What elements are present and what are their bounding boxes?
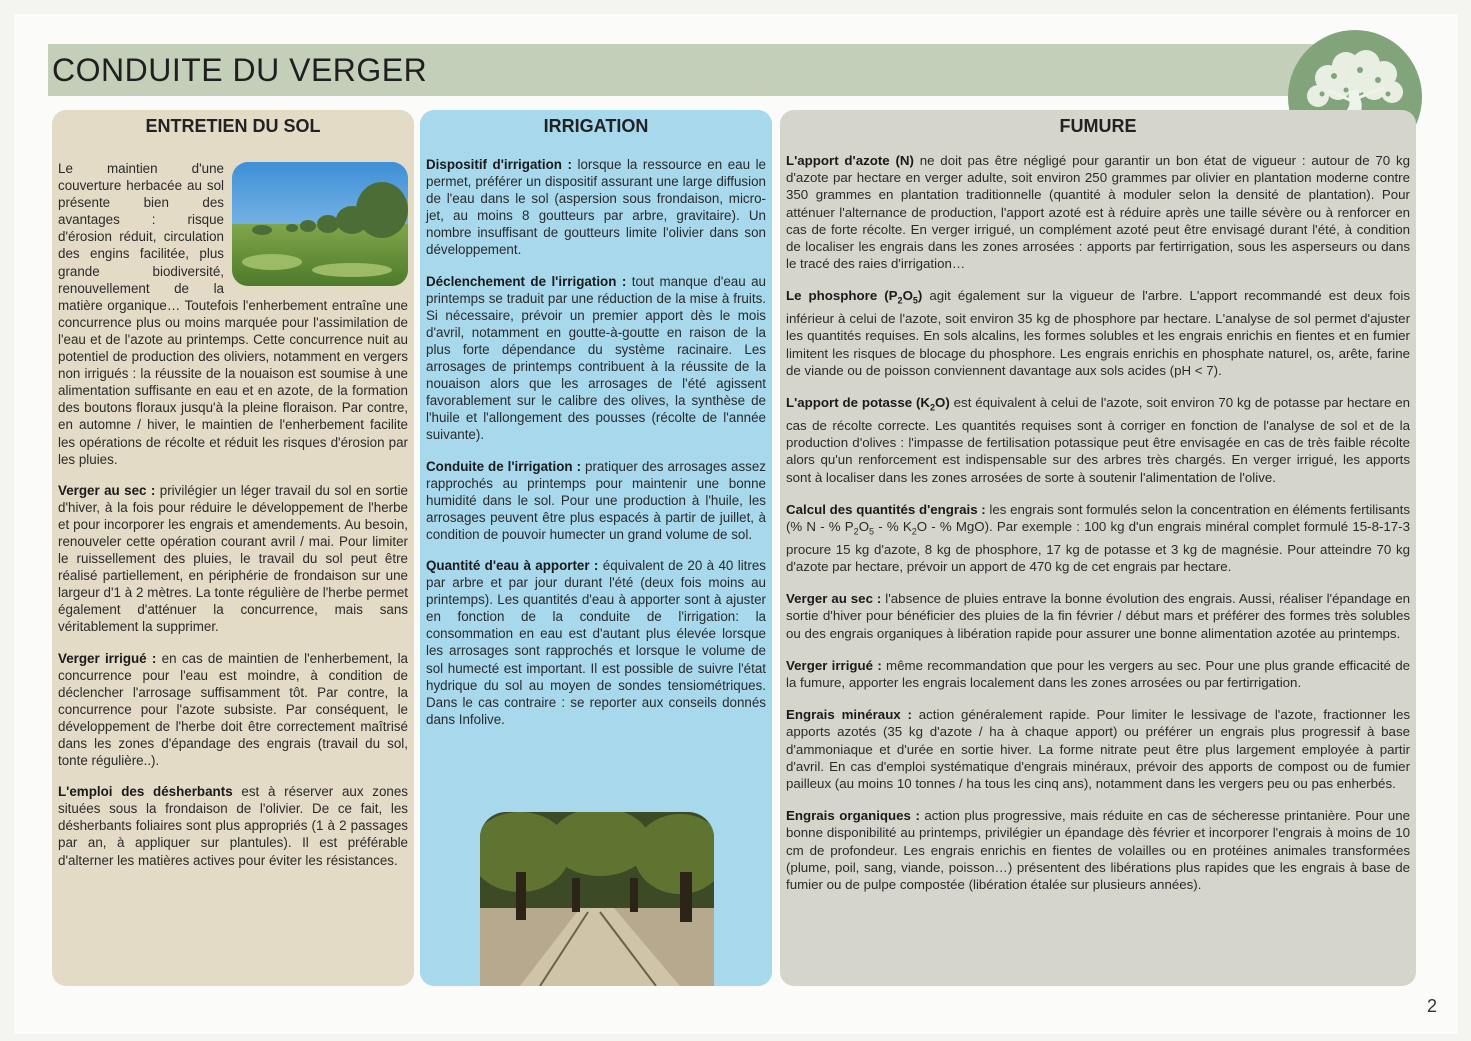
nitrogen-paragraph xyxy=(786,152,1410,272)
irrigation-trigger-paragraph xyxy=(426,273,766,444)
fert-irrigated-orchard-body: même recommandation que pour les vergers au sec. Pour une plus grande efficacité de la fumure, apporter les engrais localement dans les zones arrosées ou par fertirrigation. xyxy=(786,657,1411,691)
heading-soil-maintenance: ENTRETIEN DU SOL xyxy=(145,116,321,136)
potash-lead: L'apport de potasse $(K_2O)$ xyxy=(786,395,950,413)
soil-irrigated-orchard-body: en cas de maintien de l'enherbement, la concurrence pour l'eau est moindre, à condition de déclencher l'arrosage suffisamment tôt. Par contre, la concurrence pour l'azote subsiste. Par conséquent, le développement de l'herbe doit être correctement maîtrisé dans les zones d'épandage des engrais (travail du sol, tonte régulière..). xyxy=(58,650,409,769)
mineral-fertilizer-body: action généralement rapide. Pour limiter le lessivage de l'azote, fractionner les apports azotés (35 kg d'azote / ha à chaque apport) ou préférer un engrais plus progressif à base d'ammoniaque et d'urée en sortie hiver. La forme nitrate peut être plus largement employée à partir d'avril. En cas d'emploi systématique d'engrais minéraux, prévoir des apports de compost ou de fumier pailleux (au moins 10 tonnes / ha tous les cinq ans), notamment dans les vergers peu ou pas enherbés. xyxy=(786,707,1410,792)
organic-fertilizer-body: action plus progressive, mais réduite en cas de sécheresse printanière. Pour une bonne disponibilité au printemps, privilégier un épandage dès février et incorporer l'engrais à moins de 10 cm de profondeur. Les engrais enrichis en fientes de volailles ou en protéines animales transformées (plume, poil, sang, viande, poisson…) présentent des libérations plus rapides que les engrais à base de fumier ou de pulpe compostée (libération étalée sur plusieurs années). xyxy=(786,808,1410,893)
nitrogen-lead: L'apport d'azote (N) xyxy=(786,153,914,168)
phosphorus-lead: Le phosphore $(P_2O_5)$ xyxy=(786,288,923,307)
column-fertilization xyxy=(780,110,1416,986)
soil-irrigated-orchard-lead: Verger irrigué : xyxy=(58,650,157,666)
soil-herbicide-paragraph xyxy=(58,783,408,868)
soil-maintenance-text xyxy=(58,160,408,883)
phosphorus-paragraph xyxy=(786,287,1410,379)
fert-dry-orchard-lead: Verger au sec : xyxy=(786,591,882,607)
column-soil-maintenance xyxy=(52,110,414,986)
potash-body: est équivalent à celui de l'azote, soit environ 70 kg de potasse par hectare en cas de récolte correcte. Les quantités requises sont à corriger en fonction de l'analyse de sol et de la production d'olives : l'impasse de fertilisation potassique peut être envisagée en cas de très faible récolte alors qu'un renforcement est indispensable sur des arbres très chargés. En verger irrigué, les apports sont à localiser dans les zones arrosées de sorte à soutenir l'alimentation de l'olive. xyxy=(786,395,1410,485)
page-number: 2 xyxy=(1426,996,1437,1016)
irrigation-device-paragraph xyxy=(426,156,766,259)
column-irrigation xyxy=(420,110,772,986)
soil-intro-paragraph: Le maintien d'une couverture herbacée au sol présente bien des avantages : risque d'érosion réduit, circulation des engins facilitée, plus grande biodiversité, renouvellement de la matière organique… Toutefois l'enherbement entraîne une concurrence plus ou moins marquée pour l'assimilation de l'eau et de l'azote au printemps. Cette concurrence nuit au potentiel de production des oliviers, notamment en vergers non irrigués : la réussite de la nouaison est soumise à une alimentation suffisante en eau et en azote, de la formation des boutons floraux jusqu'à la pleine floraison. Par contre, en automne / hiver, le maintien de l'enherbement facilite les opérations de récolte et réduit les risques d'érosion par les pluies. xyxy=(58,161,408,467)
soil-dry-orchard-lead: Verger au sec : xyxy=(58,482,156,498)
fert-irrigated-orchard-paragraph xyxy=(786,657,1410,691)
nitrogen-body: ne doit pas être négligé pour garantir un bon état de vigueur : autour de 70 kg d'azote par hectare en verger adulte, soit environ 250 grammes par olivier en plantation moderne contre 350 grammes en plantation traditionnelle (quantité à moduler selon la densité de plantation). Pour atténuer l'alternance de production, l'apport azoté est à réduire après une taille sévère ou à renforcer en cas de forte récolte. En verger irrigué, un complément azoté peut être envisagé durant l'été, à condition de localiser les engrais dans les zones arrosées : apports par fertirrigation, sous les asperseurs ou dans le tracé des raies d'irrigation… xyxy=(786,153,1410,272)
irrigation-quantity-lead: Quantité d'eau à apporter : xyxy=(426,557,599,573)
heading-irrigation: IRRIGATION xyxy=(543,116,649,136)
soil-herbicide-lead: L'emploi des désherbants xyxy=(58,784,233,800)
fertilization-text xyxy=(786,152,1410,908)
irrigation-text xyxy=(426,156,766,742)
irrigation-quantity-paragraph xyxy=(426,557,766,728)
organic-fertilizer-paragraph xyxy=(786,807,1410,893)
irrigation-quantity-body: équivalent de 20 à 40 litres par arbre et par jour durant l'été (deux fois moins au printemps). Les quantités d'eau à apporter sont à ajuster en fonction de la conduite de l'irrigation: la consommation en eau est d'autant plus élevée lorsque les arrosages sont rapprochés et lorsque le volume de sol humecté est important. Il est possible de suivre l'état hydrique du sol au moyen de sondes tensiométriques. Dans le cas contraire : se reporter aux conseils donnés dans Infolive. xyxy=(426,557,766,727)
mineral-fertilizer-lead: Engrais minéraux : xyxy=(786,707,912,723)
fert-irrigated-orchard-lead: Verger irrigué : xyxy=(786,657,882,673)
soil-irrigated-orchard-paragraph xyxy=(58,650,408,770)
page-title: CONDUITE DU VERGER xyxy=(52,52,428,88)
irrigated-orchard-photo xyxy=(480,812,714,986)
organic-fertilizer-lead: Engrais organiques : xyxy=(786,808,920,824)
fertilizer-calculation-lead: Calcul des quantités d'engrais : xyxy=(786,501,986,517)
heading-fertilization: FUMURE xyxy=(1059,116,1137,136)
phosphorus-body: agit également sur la vigueur de l'arbre. L'apport recommandé est deux fois inférieur à celui de l'azote, soit environ 35 kg de phosphore par hectare. L'analyse de sol permet d'ajuster les quantités requises. En sols alcalins, les formes solubles et les engrais enrichis en fientes et en fumier limitent les risques de blocage du phosphore. Les engrais enrichis en phosphate naturel, os, arête, farine de viande ou de poisson conviennent davantage aux sols acides (pH < 7). xyxy=(786,288,1410,378)
irrigation-management-paragraph xyxy=(426,458,766,543)
soil-herbicide-body: est à réserver aux zones situées sous la frondaison de l'olivier. De ce fait, les désherbants foliaires sont plus appropriés (1 à 2 passages par an, à appliquer sur plantules). Il est préférable d'alterner les matières actives pour éviter les résistances. xyxy=(58,784,408,868)
mineral-fertilizer-paragraph xyxy=(786,706,1410,792)
potash-paragraph xyxy=(786,394,1410,486)
fert-dry-orchard-paragraph xyxy=(786,590,1410,642)
fertilizer-calculation-paragraph: Calcul des quantités d'engrais : les engrais sont formulés selon la concentration en éléments fertilisants (% N - % $P_2O_5$ - % $K_2O$ - % MgO). Par exemple : 100 kg d'un engrais minéral complet formulé 15-8-17-3 procure 15 kg d'azote, 8 kg de phosphore, 17 kg de potasse et 3 kg de magnésie. Pour atteindre 70 kg d'azote par hectare, prévoir un apport de 470 kg de cet engrais par hectare. xyxy=(786,501,1410,575)
soil-dry-orchard-body: privilégier un léger travail du sol en sortie d'hiver, à la fois pour réduire le développement de l'herbe et pour incorporer les engrais et amendements. Au besoin, renouveler cette opération courant avril / mai. Pour limiter le ruissellement des pluies, le travail du sol peut être réalisé partiellement, en périphérie de frondaison sur une largeur d'1 à 2 mètres. La tonte régulière de l'herbe permet également d'atténuer la concurrence, mais sans véritablement la supprimer. xyxy=(58,482,408,635)
irrigation-management-body: pratiquer des arrosages assez rapprochés au printemps pour maintenir une bonne humidité dans le sol. Pour une production à l'huile, les arrosages peuvent être plus espacés à partir de juillet, à condition de pouvoir humecter un grand volume de sol. xyxy=(426,458,766,542)
orchard-grass-photo xyxy=(232,162,408,286)
irrigation-device-lead: Dispositif d'irrigation : xyxy=(426,157,572,172)
irrigation-device-body: lorsque la ressource en eau le permet, préférer un dispositif assurant une large diffusion de l'eau dans le sol (aspersion sous frondaison, micro-jet, au moins 8 goutteurs par arbre, gravitaire). Un nombre insuffisant de goutteurs limite l'olivier dans son développement. xyxy=(426,157,767,258)
fert-dry-orchard-body: l'absence de pluies entrave la bonne évolution des engrais. Aussi, réaliser l'épandage en sortie d'hiver pour bénéficier des pluies de la fin février / début mars et préférer des formes très solubles ou des engrais organiques à libération rapide pour assurer une bonne alimentation azotée au printemps. xyxy=(786,591,1410,641)
irrigation-management-lead: Conduite de l'irrigation : xyxy=(426,458,582,474)
irrigation-trigger-body: tout manque d'eau au printemps se traduit par une réduction de la mise à fruits. Si nécessaire, prévoir un premier apport dès le mois d'avril, notamment en goutte-à-goutte en raison de la plus forte dépendance du système racinaire. Les arrosages de printemps contribuent à la réussite de la nouaison alors que les arrosages de l'été agissent favorablement sur le calibre des olives, la synthèse de l'huile et l'allongement des pousses (récolte de l'année suivante). xyxy=(426,273,766,443)
soil-dry-orchard-paragraph xyxy=(58,482,408,636)
irrigation-trigger-lead: Déclenchement de l'irrigation : xyxy=(426,273,627,289)
